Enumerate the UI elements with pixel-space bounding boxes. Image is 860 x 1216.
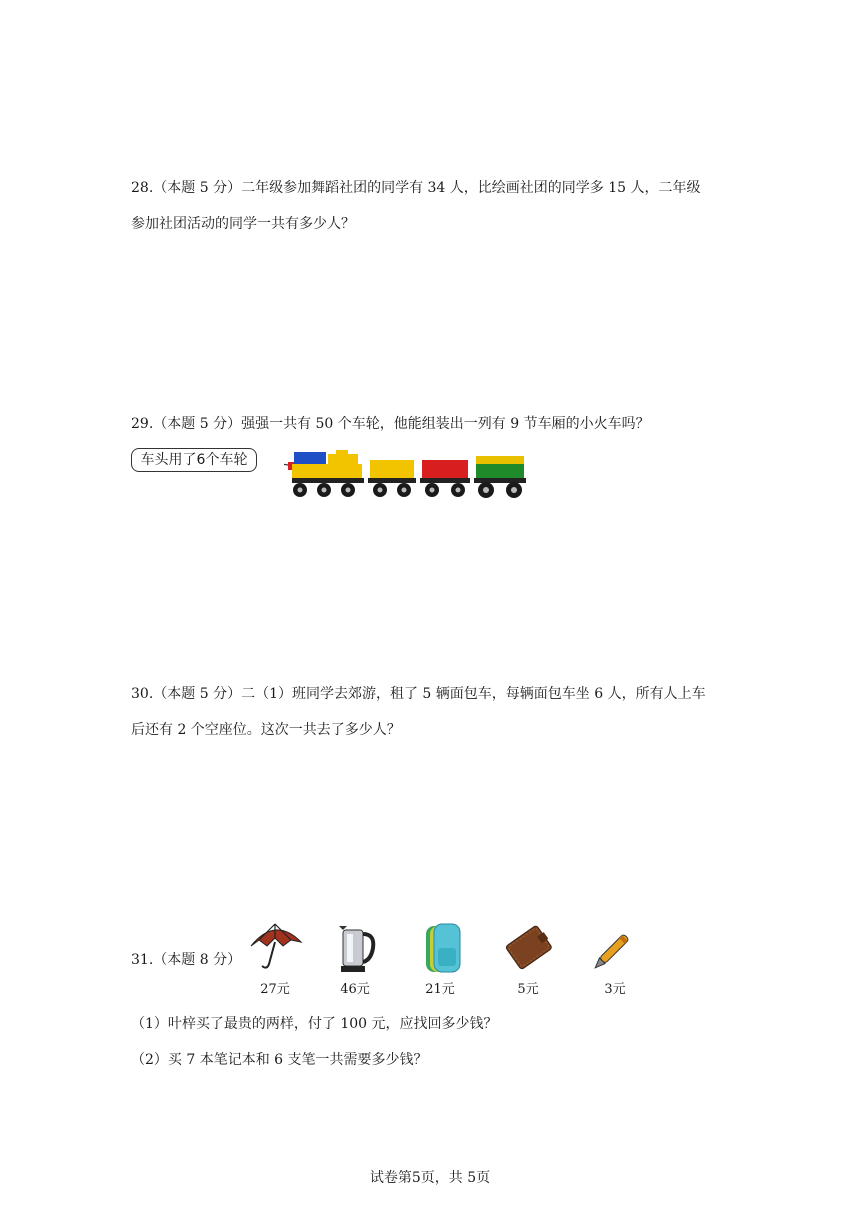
- question-28: [131, 170, 731, 242]
- price-kettle: 46元: [340, 982, 370, 997]
- backpack-icon: [410, 920, 470, 976]
- item-notebook: [493, 920, 563, 997]
- pen-icon: [585, 920, 645, 976]
- umbrella-icon: [245, 920, 305, 976]
- question-31-sub2: （2）买 7 本笔记本和 6 支笔一共需要多少钱？: [131, 1052, 428, 1068]
- toy-train-image: [284, 440, 534, 502]
- price-pen: 3元: [604, 982, 626, 997]
- question-30-line1: 30.（本题 5 分）二（1）班同学去郊游，租了 5 辆面包车，每辆面包车坐 6 人，所有人上车: [131, 686, 706, 702]
- item-backpack: [405, 920, 475, 997]
- question-28-line1: 28.（本题 5 分）二年级参加舞蹈社团的同学有 34 人，比绘画社团的同学多 15 人，二年级: [131, 180, 701, 196]
- item-umbrella: [240, 920, 310, 997]
- notebook-icon: [498, 920, 558, 976]
- item-pen: [580, 920, 650, 997]
- question-28-line2: 参加社团活动的同学一共有多少人？: [131, 216, 355, 232]
- question-31-sub1: （1）叶梓买了最贵的两样，付了 100 元，应找回多少钱？: [131, 1016, 498, 1032]
- kettle-icon: [325, 920, 385, 976]
- item-kettle: [320, 920, 390, 997]
- speech-bubble: 车头用了6个车轮: [131, 448, 257, 472]
- price-backpack: 21元: [425, 982, 455, 997]
- question-31-label: 31.（本题 8 分）: [131, 952, 242, 968]
- question-30-line2: 后还有 2 个空座位。这次一共去了多少人？: [131, 722, 401, 738]
- page-footer: 试卷第5页，共 5页: [369, 1170, 491, 1186]
- price-umbrella: 27元: [260, 982, 290, 997]
- question-29-line1: 29.（本题 5 分）强强一共有 50 个车轮，他能组装出一列有 9 节车厢的小火车吗？: [131, 416, 650, 432]
- question-29: [131, 406, 731, 442]
- question-30: [131, 676, 731, 748]
- price-notebook: 5元: [517, 982, 539, 997]
